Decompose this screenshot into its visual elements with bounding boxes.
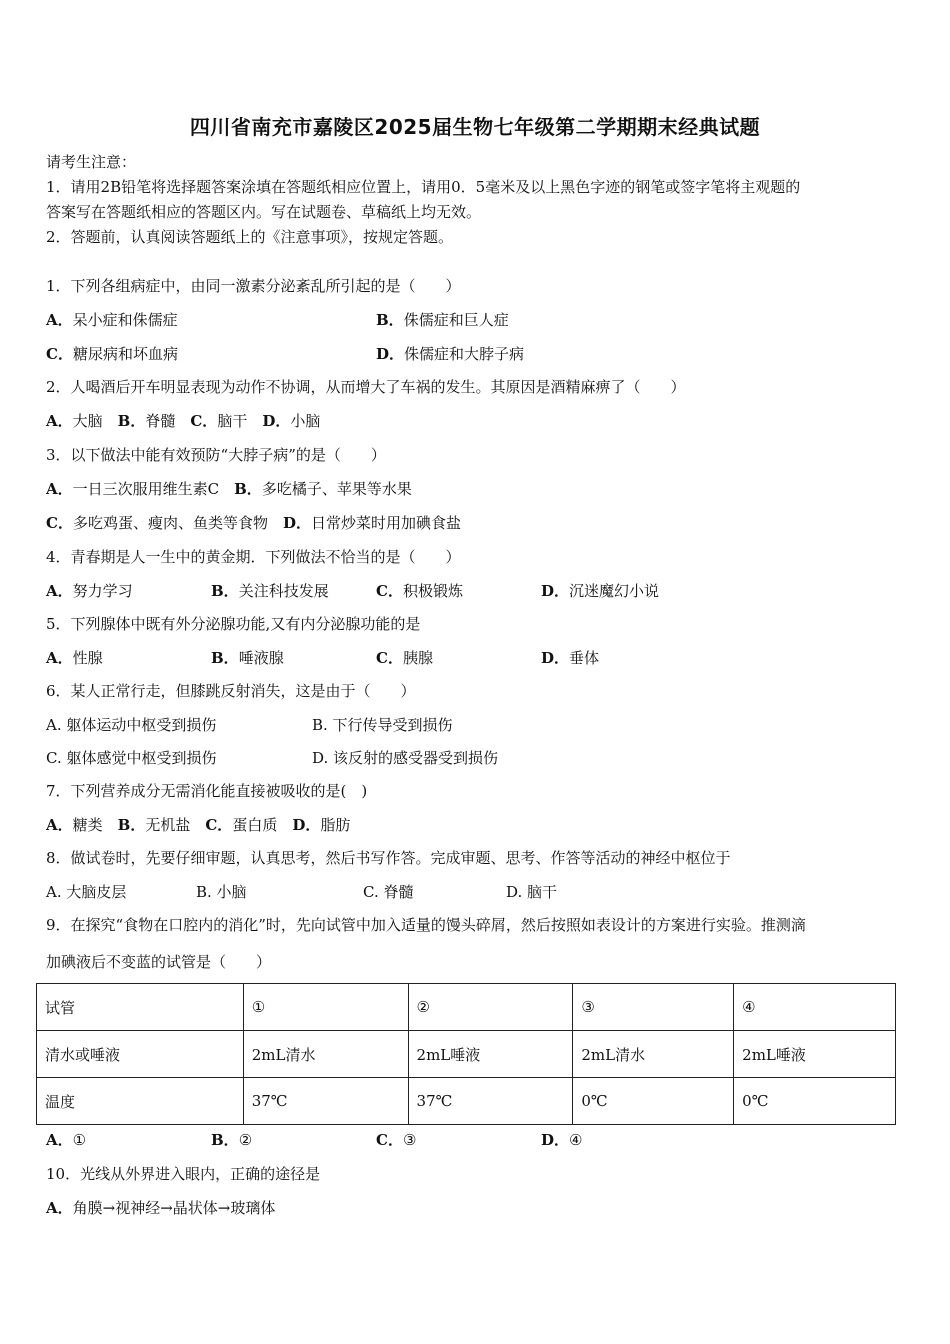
page-title: 四川省南充市嘉陵区2025届生物七年级第二学期期末经典试题 (189, 115, 761, 139)
question-5-option-a: A．性腺 (46, 649, 103, 667)
question-5-option-c: C．胰腺 (376, 649, 433, 667)
question-10-option-a: A．角膜→视神经→晶状体→玻璃体 (46, 1199, 276, 1217)
question-6-option-b: B. 下行传导受到损伤 (312, 716, 453, 734)
question-4-option-d: D．沉迷魔幻小说 (541, 582, 660, 600)
question-9-stem: 9．在探究“食物在口腔内的消化”时，先向试管中加入适量的馒头碎屑，然后按照如表设计的方案进行实验。推测滴 (46, 916, 806, 934)
table-cell: 试管 (37, 984, 244, 1031)
table-cell: 2mL唾液 (734, 1031, 896, 1078)
table-cell: 清水或唾液 (37, 1031, 244, 1078)
table-cell: ③ (573, 984, 734, 1031)
question-5-stem: 5．下列腺体中既有外分泌腺功能,又有内分泌腺功能的是 (46, 615, 421, 633)
table-cell: 0℃ (573, 1078, 734, 1125)
question-1-stem: 1．下列各组病症中，由同一激素分泌紊乱所引起的是（ ） (46, 277, 461, 295)
question-3-options-row-1: A．一日三次服用维生素C B．多吃橘子、苹果等水果 (46, 480, 412, 498)
table-cell: 37℃ (408, 1078, 573, 1125)
question-9-option-d: D．④ (541, 1131, 583, 1149)
table-cell: 2mL唾液 (408, 1031, 573, 1078)
question-3-stem: 3．以下做法中能有效预防“大脖子病”的是（ ） (46, 446, 386, 464)
question-6-option-a: A. 躯体运动中枢受到损伤 (46, 716, 217, 734)
table-cell: ① (243, 984, 408, 1031)
table-cell: 2mL清水 (243, 1031, 408, 1078)
question-7-options: A．糖类 B．无机盐 C．蛋白质 D．脂肪 (46, 816, 351, 834)
table-row (37, 1031, 896, 1078)
question-9-option-b: B．② (211, 1131, 253, 1149)
question-8-option-a: A. 大脑皮层 (46, 883, 127, 901)
question-4-stem: 4．青春期是人一生中的黄金期．下列做法不恰当的是（ ） (46, 548, 461, 566)
question-5-option-b: B．唾液腺 (211, 649, 284, 667)
question-3-options-row-2: C．多吃鸡蛋、瘦肉、鱼类等食物 D．日常炒菜时用加碘食盐 (46, 514, 461, 532)
table-cell: 2mL清水 (573, 1031, 734, 1078)
notice-item-2: 2．答题前，认真阅读答题纸上的《注意事项》，按规定答题。 (46, 228, 454, 246)
question-6-option-c: C. 躯体感觉中枢受到损伤 (46, 749, 217, 767)
question-2-stem: 2．人喝酒后开车明显表现为动作不协调，从而增大了车祸的发生。其原因是酒精麻痹了（ ） (46, 378, 686, 396)
question-7-stem: 7．下列营养成分无需消化能直接被吸收的是( ) (46, 782, 368, 800)
question-9-option-a: A．① (46, 1131, 87, 1149)
question-5-option-d: D．垂体 (541, 649, 600, 667)
table-cell: ② (408, 984, 573, 1031)
question-6-stem: 6．某人正常行走，但膝跳反射消失，这是由于（ ） (46, 682, 416, 700)
notice-item-1-cont: 答案写在答题纸相应的答题区内。写在试题卷、草稿纸上均无效。 (46, 203, 482, 221)
notice-heading: 请考生注意： (46, 153, 137, 171)
experiment-table (36, 983, 896, 1125)
table-cell: 温度 (37, 1078, 244, 1125)
question-8-option-b: B. 小脑 (196, 883, 247, 901)
question-4-option-b: B．关注科技发展 (211, 582, 329, 600)
question-1-option-b: B．侏儒症和巨人症 (376, 311, 509, 329)
notice-item-1: 1．请用2B铅笔将选择题答案涂填在答题纸相应位置上，请用0．5毫米及以上黑色字迹的钢笔或签字笔将主观题的 (46, 178, 801, 196)
question-9-option-c: C．③ (376, 1131, 417, 1149)
question-2-options: A．大脑 B．脊髓 C．脑干 D．小脑 (46, 412, 321, 430)
question-9-stem-cont: 加碘液后不变蓝的试管是（ ） (46, 953, 272, 971)
table-cell: ④ (734, 984, 896, 1031)
question-8-option-d: D. 脑干 (506, 883, 558, 901)
question-10-stem: 10．光线从外界进入眼内，正确的途径是 (46, 1165, 321, 1183)
question-1-option-d: D．侏儒症和大脖子病 (376, 345, 525, 363)
table-cell: 37℃ (243, 1078, 408, 1125)
table-row (37, 984, 896, 1031)
question-1-option-a: A．呆小症和侏儒症 (46, 311, 178, 329)
question-8-stem: 8．做试卷时，先要仔细审题，认真思考，然后书写作答。完成审题、思考、作答等活动的神经中枢位于 (46, 849, 731, 867)
question-1-option-c: C．糖尿病和坏血病 (46, 345, 178, 363)
question-6-option-d: D. 该反射的感受器受到损伤 (312, 749, 499, 767)
table-cell: 0℃ (734, 1078, 896, 1125)
table-row (37, 1078, 896, 1125)
question-8-option-c: C. 脊髓 (363, 883, 414, 901)
question-4-option-c: C．积极锻炼 (376, 582, 463, 600)
question-4-option-a: A．努力学习 (46, 582, 133, 600)
